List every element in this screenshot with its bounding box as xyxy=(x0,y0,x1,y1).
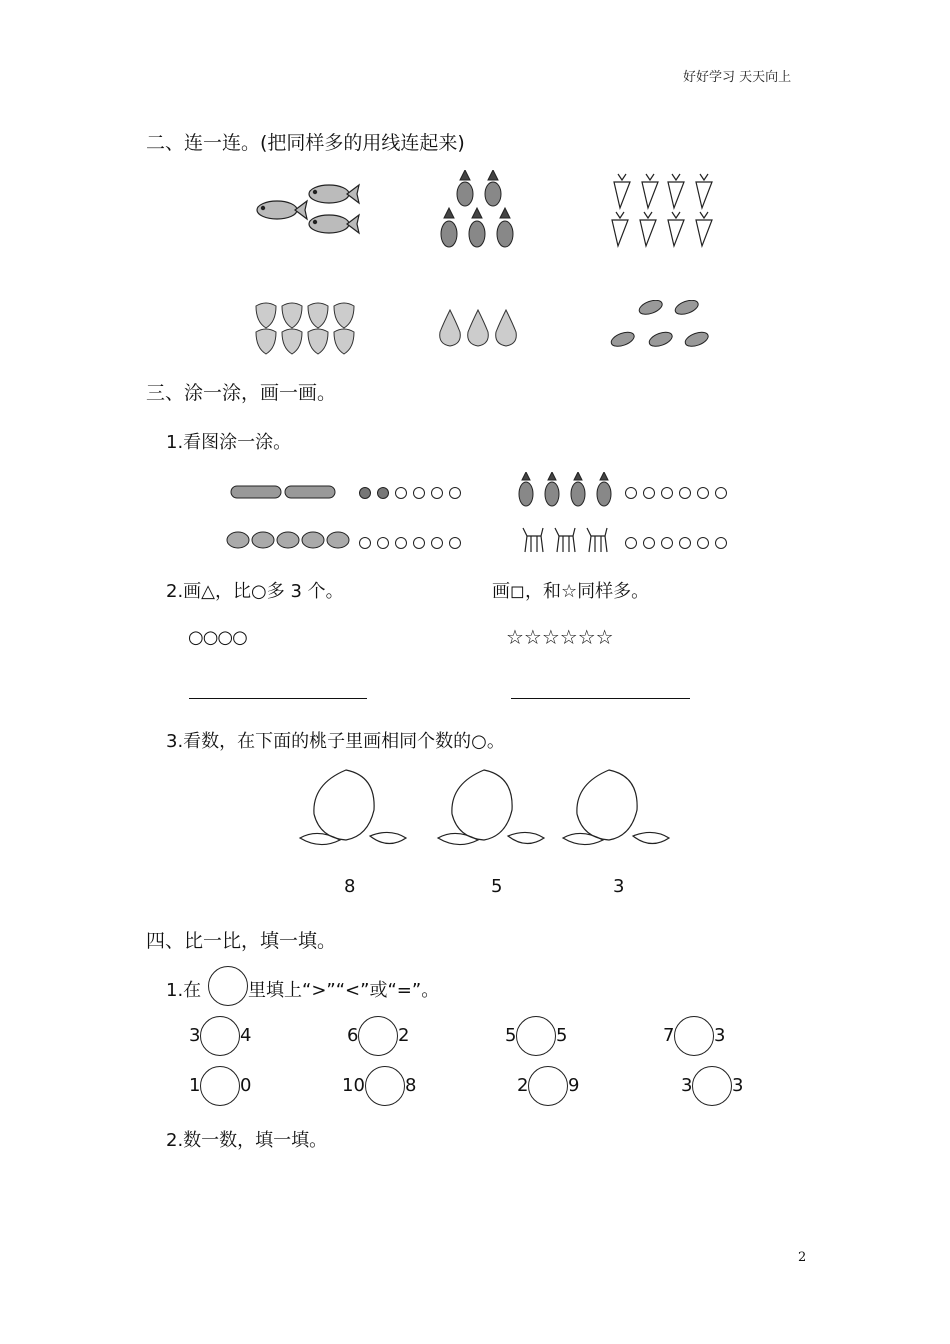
row4-circles[interactable] xyxy=(625,532,733,551)
compare-a: 1 xyxy=(189,1075,201,1096)
pineapple-icon xyxy=(438,170,522,252)
carrot-icon xyxy=(606,172,722,250)
q3-2-left-prompt: 2.画△，比○多 3 个。 xyxy=(166,581,344,602)
compare-a: 5 xyxy=(505,1025,517,1046)
section-2-title: 二、连一连。(把同样多的用线连起来) xyxy=(146,132,465,154)
header-motto: 好好学习 天天向上 xyxy=(683,70,792,85)
peach-2[interactable] xyxy=(436,766,548,856)
given-circles: ○○○○ xyxy=(188,627,247,648)
peach-number-2: 5 xyxy=(491,876,503,897)
peach-icon xyxy=(436,766,548,852)
compare-b: 3 xyxy=(732,1075,744,1096)
compare-circle[interactable] xyxy=(674,1016,714,1056)
answer-line-left[interactable] xyxy=(189,698,367,699)
compare-circle[interactable] xyxy=(200,1016,240,1056)
compare-b: 5 xyxy=(556,1025,568,1046)
compare-circle[interactable] xyxy=(358,1016,398,1056)
deer-icon xyxy=(517,524,613,556)
section-3-title: 三、涂一涂，画一画。 xyxy=(146,382,337,404)
sample-compare-circle xyxy=(208,966,248,1006)
compare-b: 9 xyxy=(568,1075,580,1096)
peach-number-3: 3 xyxy=(613,876,625,897)
peach-3[interactable] xyxy=(561,766,673,856)
fish-group xyxy=(255,178,365,244)
turtle-icon xyxy=(226,528,352,550)
compare-a: 10 xyxy=(342,1075,365,1096)
peach-number-1: 8 xyxy=(344,876,356,897)
compare-a: 3 xyxy=(681,1075,693,1096)
caterpillar-icon xyxy=(229,480,339,504)
row2-circles[interactable] xyxy=(625,482,733,501)
corn-icon xyxy=(606,300,716,362)
compare-circle[interactable] xyxy=(516,1016,556,1056)
compare-b: 0 xyxy=(240,1075,252,1096)
strawberry-group xyxy=(254,300,360,362)
q3-3-label: 3.看数，在下面的桃子里画相同个数的○。 xyxy=(166,731,505,752)
page-number: 2 xyxy=(798,1250,807,1265)
compare-circle[interactable] xyxy=(528,1066,568,1106)
section-4-title: 四、比一比，填一填。 xyxy=(146,930,337,952)
compare-b: 3 xyxy=(714,1025,726,1046)
q4-2-label: 2.数一数，填一填。 xyxy=(166,1130,328,1151)
compare-a: 2 xyxy=(517,1075,529,1096)
compare-circle[interactable] xyxy=(365,1066,405,1106)
answer-line-right[interactable] xyxy=(511,698,690,699)
pineapple-pictures xyxy=(516,472,620,512)
compare-a: 6 xyxy=(347,1025,359,1046)
given-stars: ☆☆☆☆☆☆ xyxy=(506,625,614,649)
carrot-group xyxy=(606,172,722,254)
corn-group xyxy=(606,300,716,366)
pineapple-group xyxy=(438,170,522,256)
peach-1[interactable] xyxy=(298,766,410,856)
compare-b: 2 xyxy=(398,1025,410,1046)
q3-1-label: 1.看图涂一涂。 xyxy=(166,432,292,453)
row3-circles[interactable] xyxy=(359,532,467,551)
compare-a: 3 xyxy=(189,1025,201,1046)
q3-2-right-prompt: 画◻，和☆同样多。 xyxy=(492,581,650,602)
fish-icon xyxy=(255,178,365,240)
strawberry-icon xyxy=(254,300,360,358)
compare-b: 8 xyxy=(405,1075,417,1096)
peach-icon xyxy=(561,766,673,852)
compare-b: 4 xyxy=(240,1025,252,1046)
q4-1-label-after: 里填上“>”“<”或“=”。 xyxy=(248,980,440,1001)
q4-1-label-before: 1.在 xyxy=(166,980,202,1001)
compare-a: 7 xyxy=(663,1025,675,1046)
pear-icon xyxy=(436,308,524,348)
row1-circles[interactable] xyxy=(359,482,467,501)
pineapple-small-icon xyxy=(516,472,620,508)
compare-circle[interactable] xyxy=(200,1066,240,1106)
caterpillar-pictures xyxy=(229,480,339,508)
deer-pictures xyxy=(517,524,613,560)
compare-circle[interactable] xyxy=(692,1066,732,1106)
pear-group xyxy=(436,308,524,352)
turtle-pictures xyxy=(226,528,352,554)
peach-icon xyxy=(298,766,410,852)
